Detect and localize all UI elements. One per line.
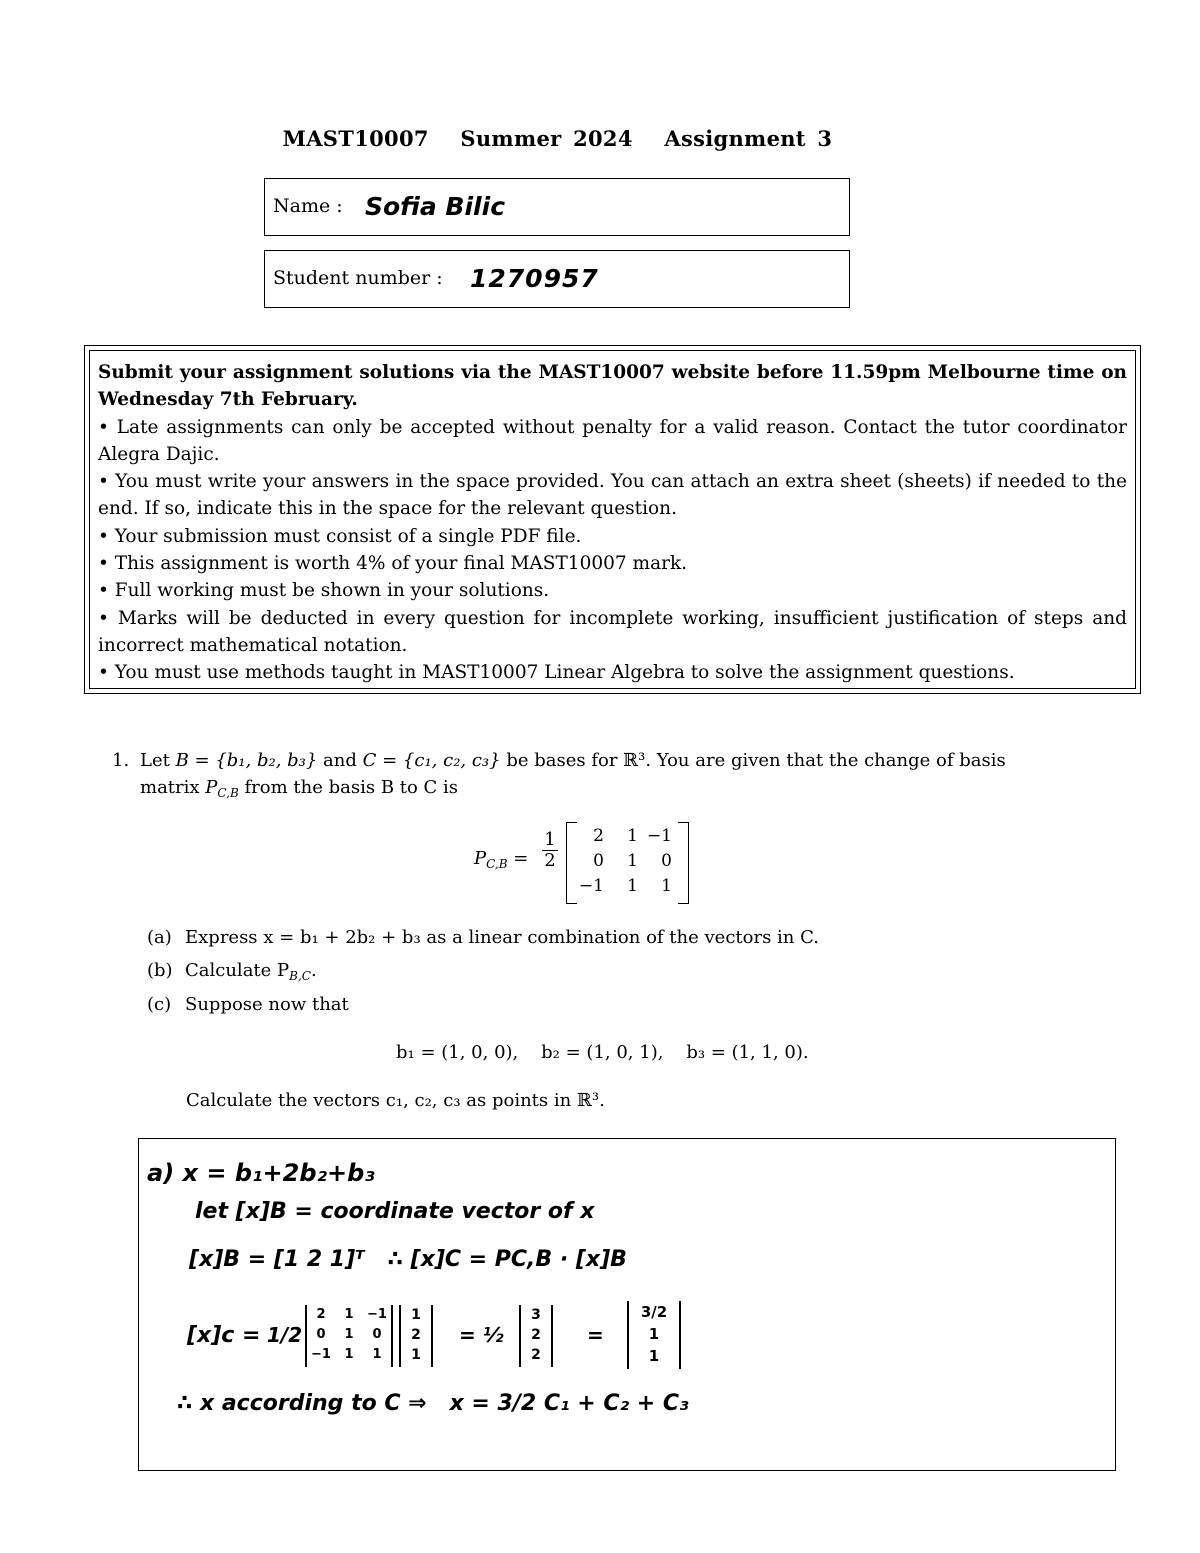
vector-x <box>399 1305 433 1367</box>
text-fragment: and <box>317 750 363 771</box>
instruction-item: • Marks will be deducted in every question for incomplete working, insufficient justification of steps and incorrect mathematical notation. <box>98 607 1127 656</box>
part-label: (a) <box>147 927 172 948</box>
text-fragment: from the basis B to C is <box>238 777 459 798</box>
text-fragment: matrix <box>140 777 206 798</box>
hand-matrix-cell: 1 <box>344 1347 354 1362</box>
answer-line-2: let [x]B = coordinate vector of x <box>195 1199 595 1224</box>
hand-matrix-cell: −1 <box>311 1347 331 1362</box>
answer-line-3: [x]B = [1 2 1]ᵀ ∴ [x]C = PC,B · [x]B <box>189 1247 627 1272</box>
hand-vector-entry: 3/2 <box>640 1303 668 1321</box>
calc-instruction: Calculate the vectors c₁, c₂, c₃ as points in ℝ³. <box>186 1090 605 1111</box>
matrix-row <box>576 874 678 899</box>
instruction-item: • Late assignments can only be accepted without penalty for a valid reason. Contact the tutor coordinator Alegra Dajic. <box>98 416 1127 465</box>
text-fragment: be bases for ℝ³. You are given that the change of basis <box>500 750 1006 771</box>
matrix-scalar <box>542 830 558 871</box>
given-vectors: b₁ = (1, 0, 0), b₂ = (1, 0, 1), b₃ = (1, 1, 0). <box>396 1042 809 1063</box>
part-subscript: B,C <box>289 969 311 983</box>
part-c <box>147 994 349 1015</box>
hand-matrix-cell: 1 <box>372 1347 382 1362</box>
answer-box <box>138 1138 1116 1471</box>
pcb-symbol: P <box>205 777 218 798</box>
part-b <box>147 960 317 983</box>
matrix-cell: 0 <box>661 851 672 871</box>
instruction-item: • Full working must be shown in your solutions. <box>98 580 550 602</box>
hand-vector-entry: 1 <box>411 1307 421 1323</box>
hand-matrix-cell: 2 <box>316 1307 326 1322</box>
question-1 <box>112 747 1072 807</box>
text-fragment: Let <box>140 750 176 771</box>
name-value: Sofia Bilic <box>365 192 506 221</box>
pcb-subscript: C,B <box>217 786 239 800</box>
matrix-cell: 0 <box>593 851 604 871</box>
matrix-entries <box>576 824 678 899</box>
eq-sign: = <box>587 1323 604 1347</box>
matrix-lhs: $P_{C,B}$ = <box>474 848 529 871</box>
answer-line-1: a) x = b₁+2b₂+b₃ <box>147 1159 375 1187</box>
instruction-item: • This assignment is worth 4% of your final MAST10007 mark. <box>98 553 688 575</box>
eq-sign: = ½ <box>459 1323 504 1347</box>
question-number: 1. <box>112 750 130 771</box>
hand-vector-entry: 2 <box>531 1347 541 1363</box>
hand-matrix-cell: 1 <box>344 1327 354 1342</box>
instructions-content <box>89 350 1136 689</box>
part-label: (b) <box>147 960 173 981</box>
assignment-number: Assignment 3 <box>664 126 833 151</box>
hand-vector-entry: 2 <box>411 1327 421 1343</box>
hand-matrix-row <box>307 1305 391 1325</box>
part-a <box>147 927 819 948</box>
change-of-basis-matrix <box>474 820 714 906</box>
question-text-line2 <box>140 774 1072 807</box>
half-scalar: 1/2 <box>267 1323 303 1347</box>
matrix-cell: 1 <box>627 876 638 896</box>
pcb-symbol: P <box>474 848 487 869</box>
part-text: Express x = b₁ + 2b₂ + b₃ as a linear combination of the vectors in C. <box>185 927 819 948</box>
name-label: Name : <box>273 195 343 217</box>
hand-vector-entry: 2 <box>531 1327 541 1343</box>
basis-c: C = {c₁, c₂, c₃} <box>362 750 501 771</box>
instruction-item: • Your submission must consist of a single PDF file. <box>98 525 582 547</box>
xc-label: [x]c = <box>187 1323 261 1348</box>
assignment-title <box>0 126 1115 151</box>
basis-b: B = {b₁, b₂, b₃} <box>175 750 318 771</box>
part-text: Calculate P <box>185 960 290 981</box>
part-tail: . <box>310 960 317 981</box>
student-number-value: 1270957 <box>470 264 599 293</box>
name-box <box>264 178 850 236</box>
part-label: (c) <box>147 994 172 1015</box>
student-number-label: Student number : <box>273 267 443 289</box>
matrix-cell: 1 <box>627 826 638 846</box>
vector-final <box>627 1301 681 1369</box>
hand-matrix-row <box>307 1345 391 1365</box>
hand-vector-entry: 1 <box>648 1325 660 1343</box>
matrix-row <box>576 824 678 849</box>
hand-vector-entry: 1 <box>411 1347 421 1363</box>
hand-matrix-cell: 1 <box>344 1307 354 1322</box>
matrix-cell: −1 <box>578 876 604 896</box>
matrix-cell: 1 <box>661 876 672 896</box>
answer-line-5: ∴ x according to C ⇒ x = 3/2 C₁ + C₂ + C₃ <box>177 1391 689 1416</box>
term: Summer 2024 <box>460 126 633 151</box>
right-bracket <box>678 822 689 904</box>
hand-matrix-row <box>307 1325 391 1345</box>
instruction-item: • You must write your answers in the space provided. You can attach an extra sheet (sheets) if needed to the end. If so, indicate this in the space for the relevant question. <box>98 471 1127 520</box>
scalar-denominator: 2 <box>542 850 558 871</box>
answer-line-4 <box>187 1301 747 1371</box>
scalar-numerator: 1 <box>544 829 556 850</box>
matrix-row <box>576 849 678 874</box>
part-text: Suppose now that <box>185 994 349 1015</box>
course-code: MAST10007 <box>282 126 429 151</box>
pcb-subscript: C,B <box>486 857 508 871</box>
matrix-cell: 2 <box>593 826 604 846</box>
matrix-cell: −1 <box>646 826 672 846</box>
instruction-item: • You must use methods taught in MAST10007 Linear Algebra to solve the assignment questions. <box>98 662 1015 684</box>
hand-vector-entry: 3 <box>531 1307 541 1323</box>
hand-vector-entry: 1 <box>648 1347 660 1365</box>
matrix-cell: 1 <box>627 851 638 871</box>
hand-matrix-cell: 0 <box>372 1327 382 1342</box>
handwritten-matrix <box>305 1305 393 1367</box>
hand-matrix-cell: 0 <box>316 1327 326 1342</box>
hand-matrix-cell: −1 <box>367 1307 387 1322</box>
student-number-box <box>264 250 850 308</box>
question-text-line1 <box>140 747 1072 774</box>
instructions-box <box>84 345 1141 694</box>
instructions-heading: Submit your assignment solutions via the MAST10007 website before 11.59pm Melbourne time on Wednesday 7th February. <box>98 362 1127 411</box>
vector-result <box>519 1305 553 1367</box>
